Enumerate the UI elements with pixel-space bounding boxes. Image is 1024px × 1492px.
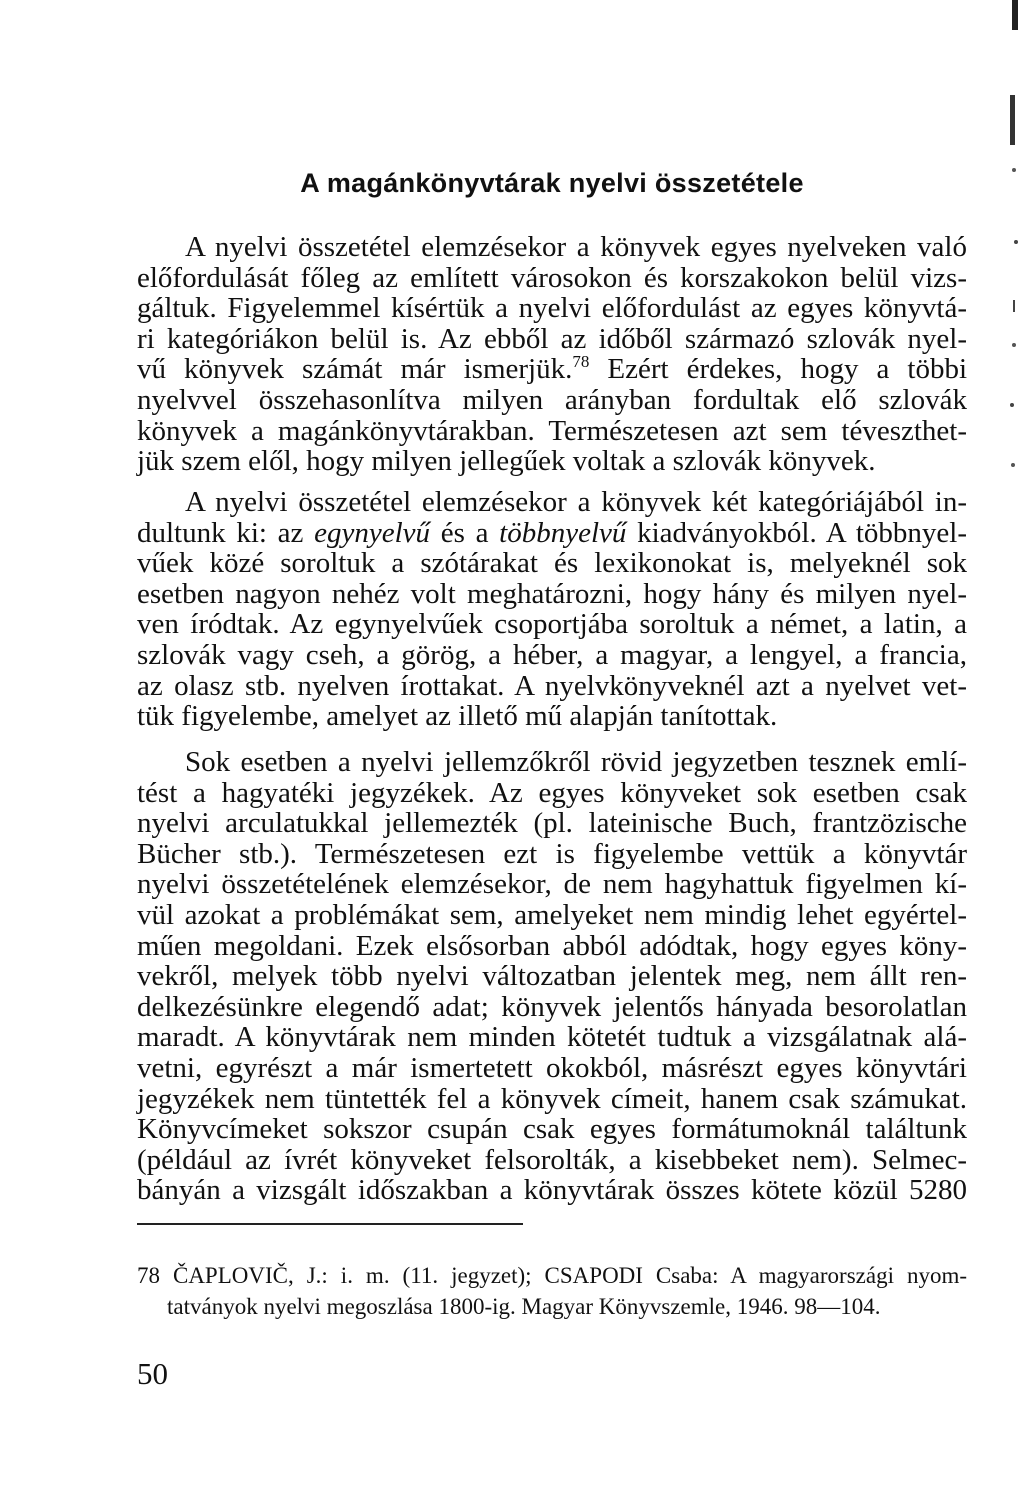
text-segment: kiadványokból. A többnyel-	[626, 516, 967, 549]
text-line: delkezésünkre elegendő adat; könyvek jelentős hányada besorolatlan	[137, 990, 967, 1023]
text-line: nyelvi összetételének elemzésekor, de nem hagyhattuk figyelmen kí-	[137, 868, 967, 901]
paragraph-3	[137, 747, 967, 1206]
text-line: jük szem elől, hogy milyen jellegűek voltak a szlovák könyvek.	[137, 445, 876, 478]
text-segment: és a	[430, 516, 500, 549]
text-line: vekről, melyek több nyelvi változatban jelentek meg, nem állt ren-	[137, 960, 967, 993]
text-line: tük figyelembe, amelyet az illető mű alapján tanítottak.	[137, 700, 778, 733]
footnote	[137, 1260, 967, 1322]
text-line: vül azokat a problémákat sem, amelyeket nem mindig lehet egyértel-	[137, 898, 967, 931]
text-line: könyvek a magánkönyvtárakban. Természetesen azt sem téveszthet-	[137, 414, 967, 447]
text-line: gáltuk. Figyelemmel kísértük a nyelvi előfordulást az egyes könyvtá-	[137, 292, 967, 325]
text-line: ri kategóriákon belül is. Az ebből az időből származó szlovák nyel-	[137, 322, 967, 355]
footnote-separator	[137, 1223, 523, 1225]
text-line: Könyvcímeket sokszor csupán csak egyes formátumoknál találtunk	[137, 1113, 967, 1146]
text-line: (például az ívrét könyveket felsorolták, a kisebbeket nem). Selmec-	[137, 1143, 967, 1176]
text-line: tést a hagyatéki jegyzékek. Az egyes könyveket sok esetben csak	[137, 776, 967, 809]
chapter-heading: A magánkönyvtárak nyelvi összetétele	[300, 168, 804, 198]
text-line: jegyzékek nem tüntették fel a könyvek címeit, hanem csak számukat.	[137, 1082, 967, 1115]
text-line: az olasz stb. nyelven írottakat. A nyelvkönyveknél azt a nyelvet vet-	[137, 669, 967, 702]
text-line: szlovák vagy cseh, a görög, a héber, a magyar, a lengyel, a francia,	[137, 638, 967, 671]
text-line: műen megoldani. Ezek elsősorban abból adódtak, hogy egyes köny-	[137, 929, 967, 962]
italic-term: többnyelvű	[499, 516, 627, 549]
text-line-with-footnote	[137, 354, 967, 385]
paragraph-2	[137, 487, 967, 732]
italic-term: egynyelvű	[314, 516, 431, 549]
text-segment: dultunk ki: az	[137, 516, 315, 549]
footnote-line: tatványok nyelvi megoszlása 1800-ig. Magyar Könyvszemle, 1946. 98—104.	[167, 1294, 881, 1319]
text-line-with-italics	[137, 518, 967, 549]
text-line: esetben nagyon nehéz volt meghatározni, hogy hány és milyen nyel-	[137, 577, 967, 610]
footnote-line: 78 ČAPLOVIČ, J.: i. m. (11. jegyzet); CSAPODI Csaba: A magyarországi nyom-	[137, 1263, 967, 1288]
text-line: A nyelvi összetétel elemzésekor a könyvek két kategóriájából in-	[185, 486, 967, 518]
footnote-reference: 78	[572, 352, 590, 372]
text-line: vűek közé soroltuk a szótárakat és lexikonokat is, melyeknél sok	[137, 547, 967, 580]
text-line: Bücher stb.). Természetesen ezt is figyelembe vettük a könyvtár	[137, 837, 967, 870]
text-line: A nyelvi összetétel elemzésekor a könyvek egyes nyelveken való	[185, 231, 967, 263]
text-line: bányán a vizsgált időszakban a könyvtárak összes kötete közül 5280	[137, 1174, 967, 1207]
text-line: nyelvvel összehasonlítva milyen arányban fordultak elő szlovák	[137, 383, 967, 416]
text-line: előfordulását főleg az említett városokon és korszakokon belül vizs-	[137, 261, 967, 294]
scan-edge-marks	[994, 0, 1024, 500]
text-line: vetni, egyrészt a már ismertetett okokból, másrészt egyes könyvtári	[137, 1051, 967, 1084]
paragraph-1	[137, 232, 967, 477]
text-line: ven íródtak. Az egynyelvűek csoportjába soroltuk a német, a latin, a	[137, 608, 967, 641]
text-line: maradt. A könyvtárak nem minden kötetét tudtuk a vizsgálatnak alá-	[137, 1021, 967, 1054]
text-line: Sok esetben a nyelvi jellemzőkről rövid jegyzetben tesznek emlí-	[185, 746, 967, 778]
text-segment: Ezért érdekes, hogy a többi	[589, 353, 967, 386]
page-number: 50	[137, 1356, 168, 1391]
text-segment: vű könyvek számát már ismerjük.	[137, 353, 573, 386]
text-line: nyelvi arculatukkal jellemezték (pl. lateinische Buch, frantzözische	[137, 807, 967, 840]
